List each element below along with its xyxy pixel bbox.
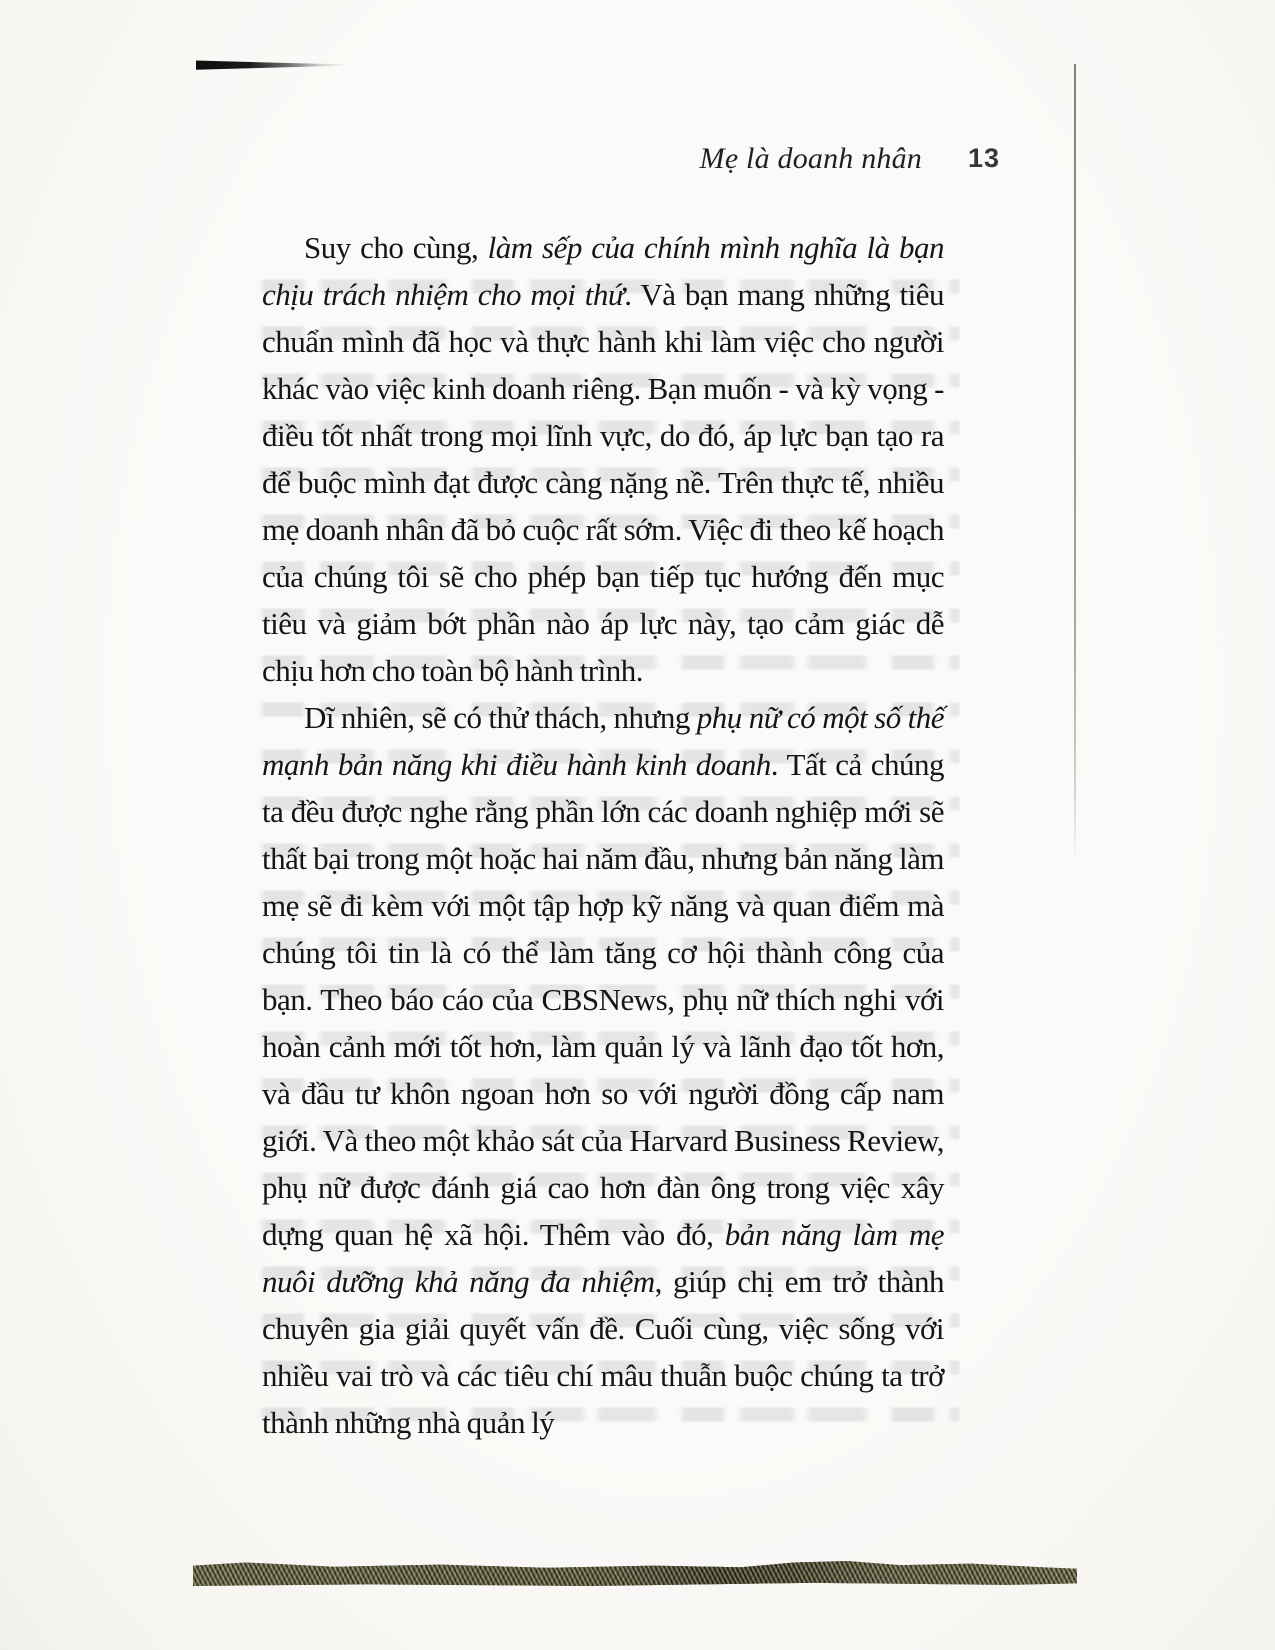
text-run: . Và bạn mang những tiêu chuẩn mình đã học và thực hành khi làm việc cho người khác vào việc kinh doanh riêng. Bạn muốn - và kỳ vọng - điều tốt nhất trong mọi lĩnh vực, do đó, áp lực bạn tạo ra để buộc mình đạt được càng nặng nề. Trên thực tế, nhiều mẹ doanh nhân đã bỏ cuộc rất sớm. Việc đi theo kế hoạch của chúng tôi sẽ cho phép bạn tiếp tục hướng đến mục tiêu và giảm bớt phần nào áp lực này, tạo cảm giác dễ chịu hơn cho toàn bộ hành trình.	[262, 277, 944, 688]
running-header	[262, 140, 1002, 180]
page-number: 13	[967, 143, 1000, 173]
text-run: Dĩ nhiên, sẽ có thử thách, nhưng	[304, 700, 697, 735]
italic-run: làm sếp của chính mình nghĩa là bạn chịu trách nhiệm cho mọi thứ	[262, 230, 944, 312]
paragraph	[262, 224, 944, 694]
text-run: Suy cho cùng,	[304, 230, 488, 265]
page-edge-line	[1074, 64, 1076, 864]
text-run: . Tất cả chúng ta đều được nghe rằng phần lớn các doanh nghiệp mới sẽ thất bại trong một hoặc hai năm đầu, nhưng bản năng làm mẹ sẽ đi kèm với một tập hợp kỹ năng và quan điểm mà chúng tôi tin là có thể làm tăng cơ hội thành công của bạn. Theo báo cáo của CBSNews, phụ nữ thích nghi với hoàn cảnh mới tốt hơn, làm quản lý và lãnh đạo tốt hơn, và đầu tư khôn ngoan hơn so với người đồng cấp nam giới. Và theo một khảo sát của Harvard Business Review, phụ nữ được đánh giá cao hơn đàn ông trong việc xây dựng quan hệ xã hội. Thêm vào đó,	[262, 747, 944, 1252]
book-cover-edge-strip	[193, 1561, 1077, 1587]
text-run: , giúp chị em trở thành chuyên gia giải quyết vấn đề. Cuối cùng, việc sống với nhiều vai trò và các tiêu chí mâu thuẫn buộc chúng ta trở thành những nhà quản lý	[262, 1264, 944, 1440]
text-block	[262, 224, 944, 1446]
running-title: Mẹ là doanh nhân	[699, 142, 922, 175]
italic-run: bản năng làm mẹ nuôi dưỡng khả năng đa nhiệm	[262, 1217, 944, 1299]
book-edge-mark	[196, 60, 348, 70]
paragraph	[262, 694, 944, 1446]
italic-run: phụ nữ có một số thế mạnh bản năng khi điều hành kinh doanh	[262, 700, 944, 782]
